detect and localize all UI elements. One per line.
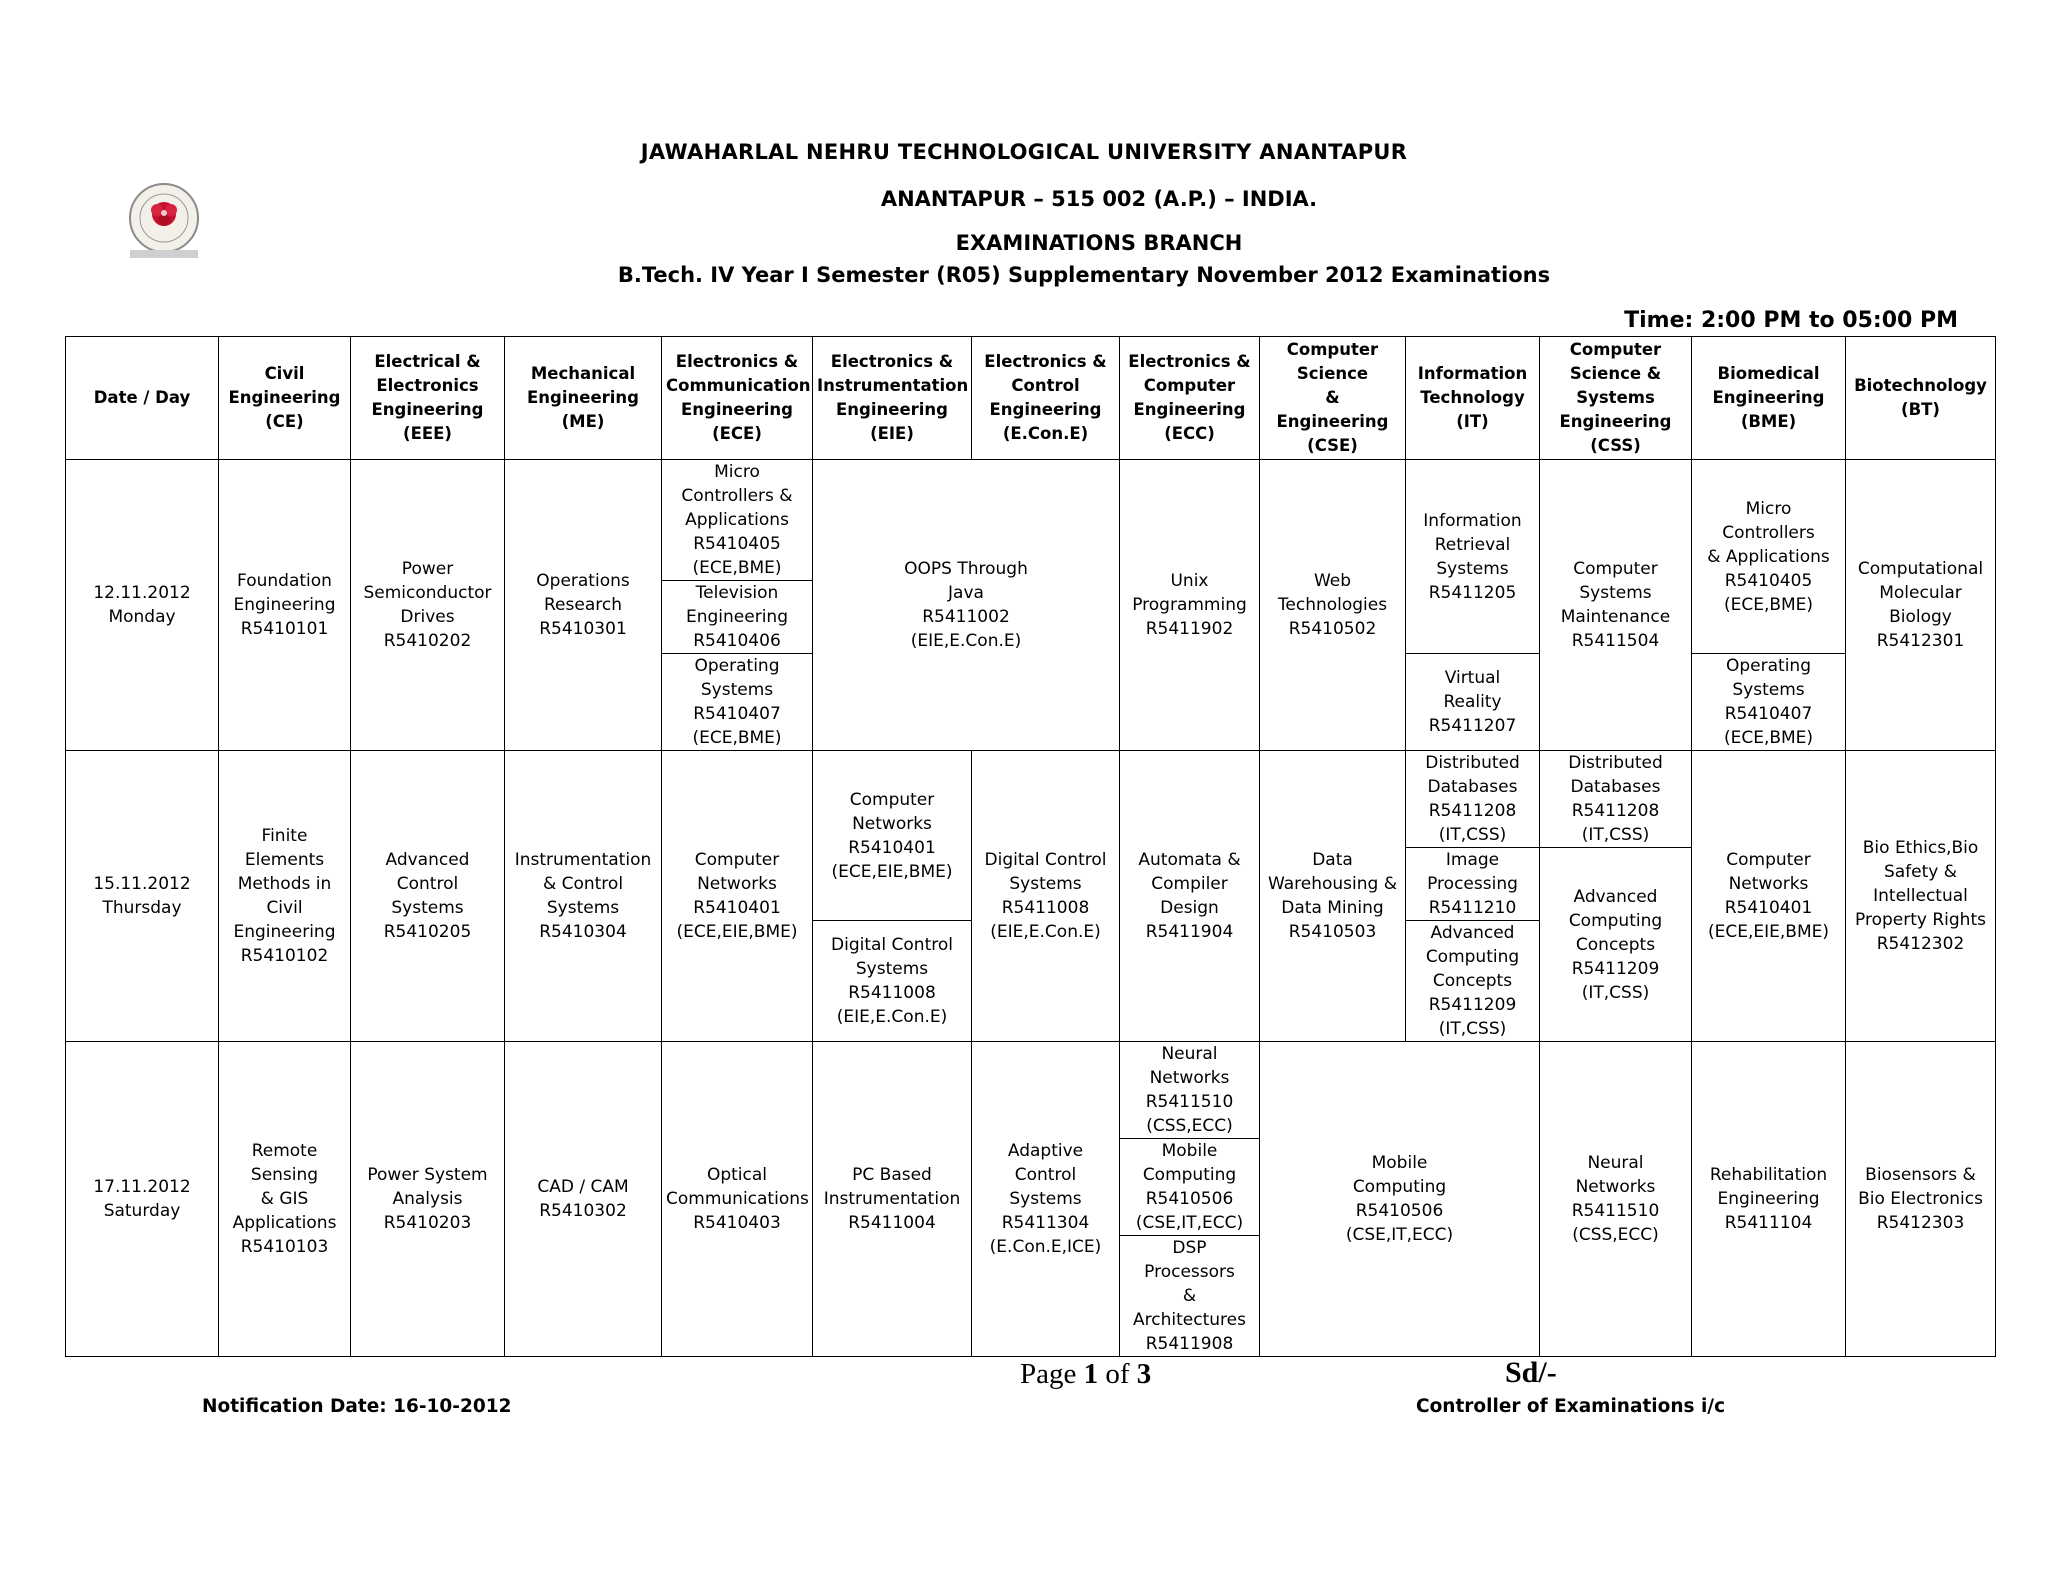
subject-cell: Finite Elements Methods in Civil Engineering R5410102 [219, 751, 351, 1042]
col-header-cse: Computer Science & Engineering (CSE) [1260, 337, 1406, 460]
subject-cell: Foundation Engineering R5410101 [219, 460, 351, 751]
subject-cell: Advanced Computing Concepts R5411209 (IT,CSS) [1406, 921, 1540, 1042]
subject-cell: Bio Ethics,Bio Safety & Intellectual Property Rights R5412302 [1846, 751, 1996, 1042]
subject-cell: Biosensors & Bio Electronics R5412303 [1846, 1042, 1996, 1357]
col-header-css: Computer Science & Systems Engineering (CSS) [1540, 337, 1692, 460]
subject-cell: Data Warehousing & Data Mining R5410503 [1260, 751, 1406, 1042]
exam-title: B.Tech. IV Year I Semester (R05) Supplementary November 2012 Examinations [617, 263, 1551, 287]
col-header-date: Date / Day [66, 337, 219, 460]
subject-cell: Advanced Computing Concepts R5411209 (IT,CSS) [1540, 848, 1692, 1042]
subject-cell: Computer Networks R5410401 (ECE,EIE,BME) [1692, 751, 1846, 1042]
col-header-ece: Electronics & Communication Engineering (ECE) [662, 337, 813, 460]
subject-cell: Computer Networks R5410401 (ECE,EIE,BME) [662, 751, 813, 1042]
subject-cell: Operating Systems R5410407 (ECE,BME) [662, 654, 813, 751]
page-indicator [1020, 1358, 1151, 1391]
date-cell: 12.11.2012 Monday [66, 460, 219, 751]
exam-timetable [65, 336, 1996, 1357]
subject-cell: Computer Systems Maintenance R5411504 [1540, 460, 1692, 751]
page-total: 3 [1136, 1358, 1152, 1390]
table-row [66, 1042, 1996, 1139]
subject-cell: Micro Controllers & Applications R5410405 (ECE,BME) [1692, 460, 1846, 654]
subject-cell: CAD / CAM R5410302 [505, 1042, 662, 1357]
subject-cell: Mobile Computing R5410506 (CSE,IT,ECC) [1120, 1139, 1260, 1236]
subject-cell: Image Processing R5411210 [1406, 848, 1540, 921]
signature-mark: Sd/- [1505, 1356, 1557, 1389]
col-header-it: Information Technology (IT) [1406, 337, 1540, 460]
subject-cell: Web Technologies R5410502 [1260, 460, 1406, 751]
subject-cell: Adaptive Control Systems R5411304 (E.Con.E,ICE) [972, 1042, 1120, 1357]
subject-cell: Optical Communications R5410403 [662, 1042, 813, 1357]
page-label: Page [1020, 1358, 1077, 1390]
exam-time: Time: 2:00 PM to 05:00 PM [1624, 308, 1958, 333]
subject-cell: OOPS Through Java R5411002 (EIE,E.Con.E) [813, 460, 1120, 751]
subject-cell: Computational Molecular Biology R5412301 [1846, 460, 1996, 751]
subject-cell: Power System Analysis R5410203 [351, 1042, 505, 1357]
col-header-econe: Electronics & Control Engineering (E.Con.E) [972, 337, 1120, 460]
subject-cell: Advanced Control Systems R5410205 [351, 751, 505, 1042]
col-header-eee: Electrical & Electronics Engineering (EEE) [351, 337, 505, 460]
col-header-me: Mechanical Engineering (ME) [505, 337, 662, 460]
subject-cell: DSP Processors & Architectures R5411908 [1120, 1236, 1260, 1357]
subject-cell: Digital Control Systems R5411008 (EIE,E.Con.E) [972, 751, 1120, 1042]
subject-cell: Power Semiconductor Drives R5410202 [351, 460, 505, 751]
page-number: 1 [1083, 1358, 1099, 1390]
page-of: of [1105, 1358, 1130, 1390]
controller-signature-label: Controller of Examinations i/c [1416, 1396, 1726, 1417]
date-cell: 17.11.2012 Saturday [66, 1042, 219, 1357]
subject-cell: Distributed Databases R5411208 (IT,CSS) [1540, 751, 1692, 848]
subject-cell: Virtual Reality R5411207 [1406, 654, 1540, 751]
subject-cell: Neural Networks R5411510 (CSS,ECC) [1120, 1042, 1260, 1139]
date-cell: 15.11.2012 Thursday [66, 751, 219, 1042]
subject-cell: Operations Research R5410301 [505, 460, 662, 751]
subject-cell: Computer Networks R5410401 (ECE,EIE,BME) [813, 751, 972, 921]
subject-cell: Micro Controllers & Applications R5410405 (ECE,BME) [662, 460, 813, 581]
university-address: ANANTAPUR – 515 002 (A.P.) – INDIA. [880, 187, 1318, 211]
subject-cell: Automata & Compiler Design R5411904 [1120, 751, 1260, 1042]
subject-cell: Television Engineering R5410406 [662, 581, 813, 654]
table-row [66, 460, 1996, 581]
branch-title: EXAMINATIONS BRANCH [955, 231, 1243, 255]
subject-cell: Instrumentation & Control Systems R5410304 [505, 751, 662, 1042]
table-row [66, 751, 1996, 848]
subject-cell: Mobile Computing R5410506 (CSE,IT,ECC) [1260, 1042, 1540, 1357]
subject-cell: Neural Networks R5411510 (CSS,ECC) [1540, 1042, 1692, 1357]
subject-cell: Unix Programming R5411902 [1120, 460, 1260, 751]
col-header-bt: Biotechnology (BT) [1846, 337, 1996, 460]
subject-cell: Information Retrieval Systems R5411205 [1406, 460, 1540, 654]
subject-cell: Rehabilitation Engineering R5411104 [1692, 1042, 1846, 1357]
col-header-bme: Biomedical Engineering (BME) [1692, 337, 1846, 460]
col-header-ecc: Electronics & Computer Engineering (ECC) [1120, 337, 1260, 460]
notification-date: Notification Date: 16-10-2012 [202, 1396, 512, 1417]
subject-cell: Remote Sensing & GIS Applications R5410103 [219, 1042, 351, 1357]
subject-cell: Distributed Databases R5411208 (IT,CSS) [1406, 751, 1540, 848]
university-name: JAWAHARLAL NEHRU TECHNOLOGICAL UNIVERSITY ANANTAPUR [640, 140, 1408, 164]
subject-cell: PC Based Instrumentation R5411004 [813, 1042, 972, 1357]
col-header-eie: Electronics & Instrumentation Engineering (EIE) [813, 337, 972, 460]
subject-cell: Digital Control Systems R5411008 (EIE,E.Con.E) [813, 921, 972, 1042]
subject-cell: Operating Systems R5410407 (ECE,BME) [1692, 654, 1846, 751]
header-row [66, 337, 1996, 460]
col-header-ce: Civil Engineering (CE) [219, 337, 351, 460]
